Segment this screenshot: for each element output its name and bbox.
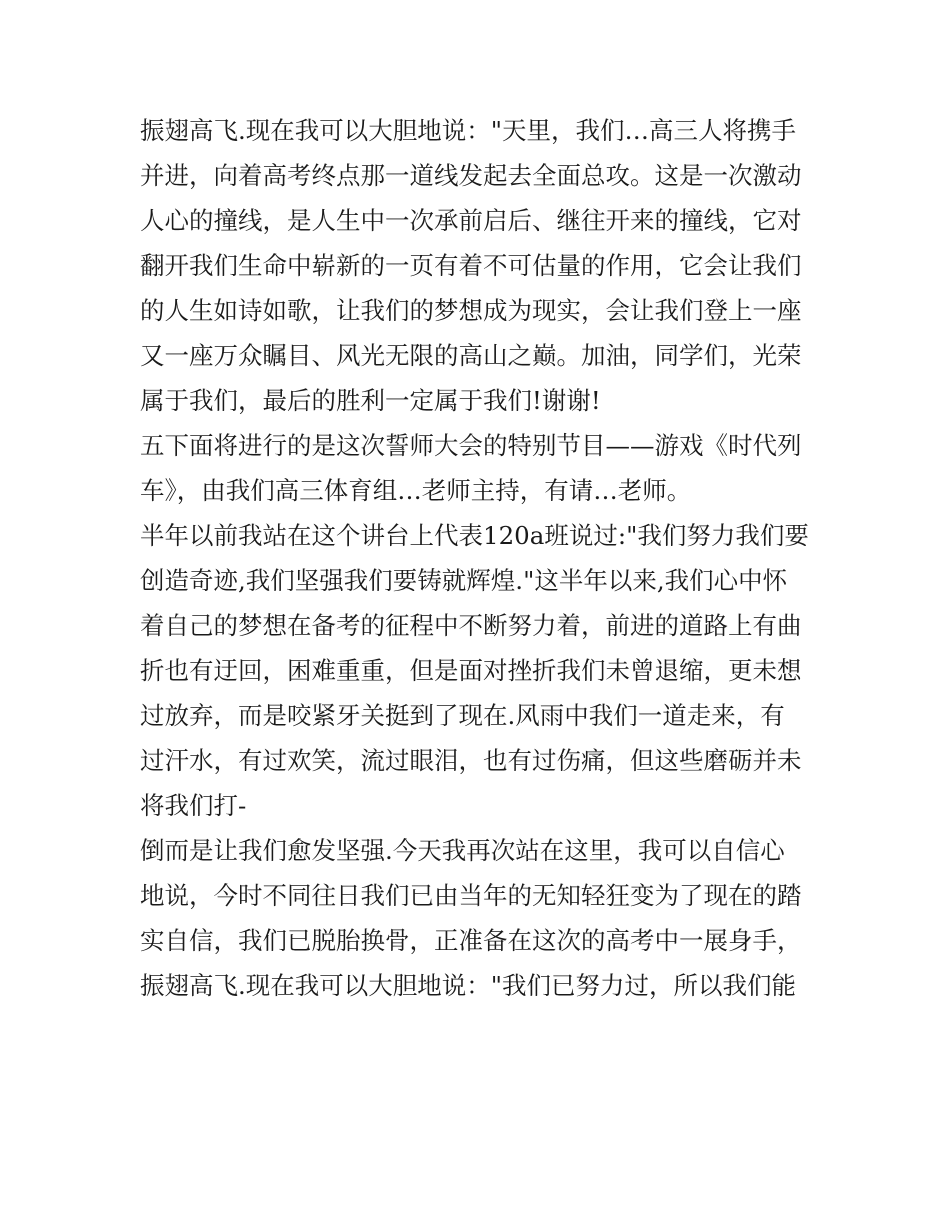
text-line-4: 翻开我们生命中崭新的一页有着不可估量的作用，它会让我们 bbox=[140, 251, 802, 280]
document-body bbox=[140, 108, 830, 1008]
text-line-19: 实自信，我们已脱胎换骨，正准备在这次的高考中一展身手， bbox=[140, 926, 802, 955]
text-line-8: 五下面将进行的是这次誓师大会的特别节目——游戏《时代列 bbox=[140, 431, 802, 460]
text-line-7: 属于我们，最后的胜利一定属于我们!谢谢! bbox=[140, 386, 601, 415]
text-line-12: 着自己的梦想在备考的征程中不断努力着，前进的道路上有曲 bbox=[140, 611, 802, 640]
text-line-17: 倒而是让我们愈发坚强.今天我再次站在这里，我可以自信心 bbox=[140, 836, 785, 865]
text-line-16: 将我们打- bbox=[140, 791, 247, 820]
text-line-13: 折也有迂回，困难重重，但是面对挫折我们未曾退缩，更未想 bbox=[140, 656, 802, 685]
text-line-2: 并进，向着高考终点那一道线发起去全面总攻。这是一次激动 bbox=[140, 161, 802, 190]
text-line-10: 半年以前我站在这个讲台上代表120a班说过:"我们努力我们要 bbox=[140, 521, 809, 550]
text-line-3: 人心的撞线，是人生中一次承前启后、继往开来的撞线，它对 bbox=[140, 206, 802, 235]
text-line-14: 过放弃，而是咬紧牙关挺到了现在.风雨中我们一道走来，有 bbox=[140, 701, 785, 730]
text-line-5: 的人生如诗如歌，让我们的梦想成为现实，会让我们登上一座 bbox=[140, 296, 802, 325]
text-line-9: 车》，由我们高三体育组…老师主持，有请…老师。 bbox=[140, 476, 692, 505]
text-line-6: 又一座万众瞩目、风光无限的高山之巅。加油，同学们，光荣 bbox=[140, 341, 802, 370]
text-line-11: 创造奇迹,我们坚强我们要铸就辉煌."这半年以来,我们心中怀 bbox=[140, 566, 788, 595]
text-line-15: 过汗水，有过欢笑，流过眼泪，也有过伤痛，但这些磨砺并未 bbox=[140, 746, 802, 775]
text-line-1: 振翅高飞.现在我可以大胆地说："天里，我们…高三人将携手 bbox=[140, 116, 797, 145]
text-line-20: 振翅高飞.现在我可以大胆地说："我们已努力过，所以我们能 bbox=[140, 971, 797, 1000]
text-line-18: 地说，今时不同往日我们已由当年的无知轻狂变为了现在的踏 bbox=[140, 881, 802, 910]
